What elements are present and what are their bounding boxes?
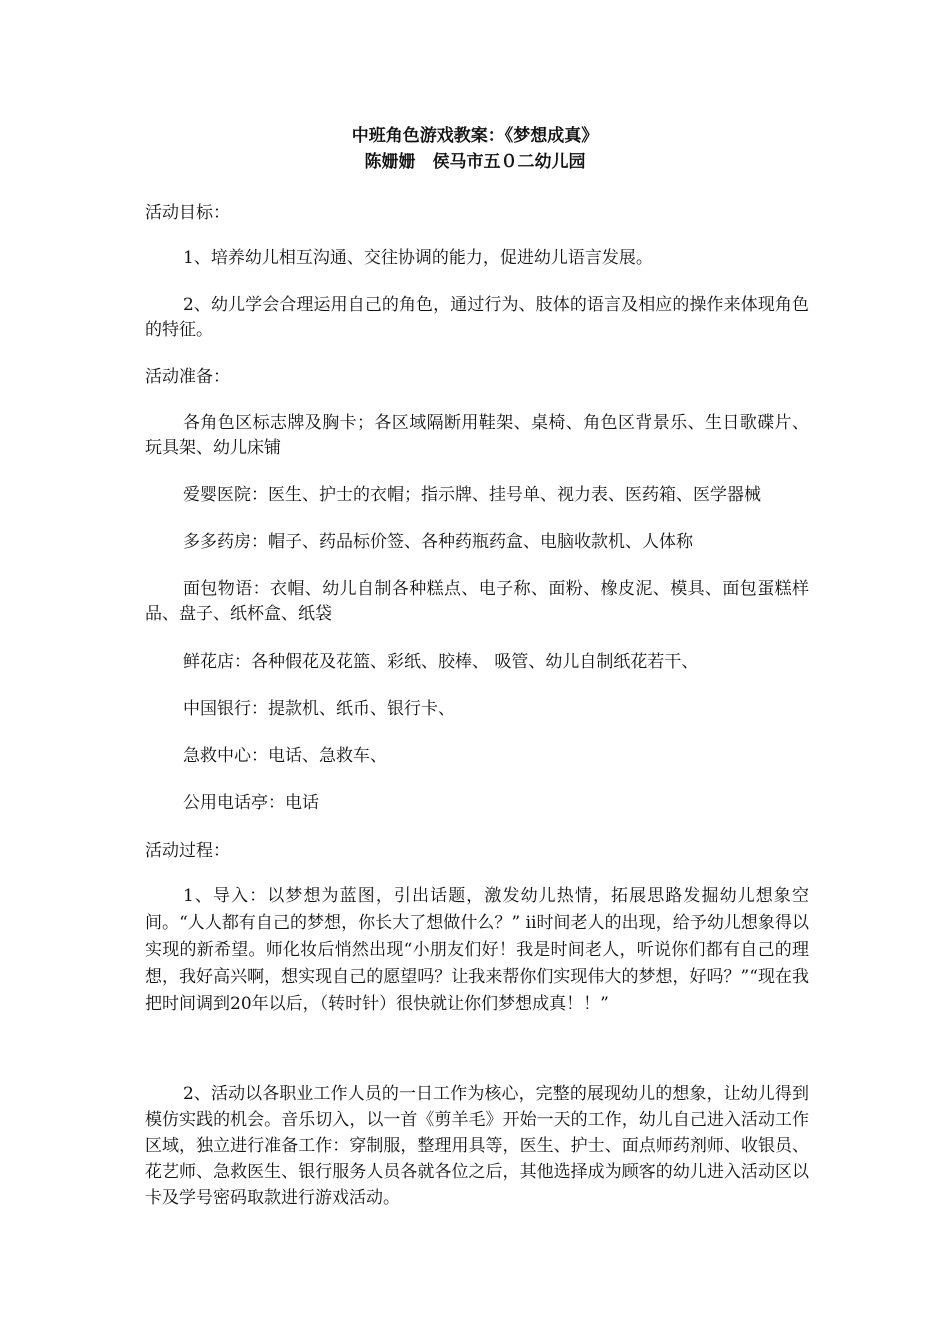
- goal-item: 2、幼儿学会合理运用自己的角色，通过行为、肢体的语言及相应的操作来体现角色的特征。: [145, 295, 809, 340]
- prep-item: 鲜花店：各种假花及花篮、彩纸、胶棒、 吸管、幼儿自制纸花若干、: [183, 652, 699, 672]
- process-item: 2、活动以各职业工作人员的一日工作为核心，完整的展现幼儿的想象，让幼儿得到模仿实践的机会。音乐切入，以一首《剪羊毛》开始一天的工作，幼儿自己进入活动工作区域，独立进行准备工作：穿制服，整理用具等，医生、护士、面点师药剂师、收银员、花艺师、急救医生、银行服务人员各就各位之后，其他选择成为顾客的幼儿进入活动区以卡及学号密码取款进行游戏活动。: [145, 1084, 809, 1208]
- prep-item: 中国银行：提款机、纸币、银行卡、: [183, 699, 455, 719]
- process-item: 1、导入：以梦想为蓝图，引出话题，激发幼儿热情，拓展思路发掘幼儿想象空间。“人人都有自己的梦想，你长大了想做什么？” ⅱ时间老人的出现，给予幼儿想象得以实现的新希望。师化妆后悄然出现“小朋友们好！我是时间老人，听说你们都有自己的理想，我好高兴啊，想实现自己的愿望吗？让我来帮你们实现伟大的梦想，好吗？”“现在我把时间调到20年以后，（转时针）很快就让你们梦想成真！！”: [145, 886, 809, 1014]
- prep-item: 各角色区标志牌及胸卡；各区域隔断用鞋架、桌椅、角色区背景乐、生日歌碟片、玩具架、幼儿床铺: [145, 413, 809, 458]
- prep-item: 爱婴医院：医生、护士的衣帽；指示牌、挂号单、视力表、医药箱、医学器械: [183, 485, 761, 505]
- goal-item: 1、培养幼儿相互沟通、交往协调的能力，促进幼儿语言发展。: [183, 248, 653, 268]
- prep-item: 急救中心：电话、急救车、: [183, 746, 387, 766]
- process-heading: 活动过程：: [145, 841, 230, 861]
- prep-item: 多多药房：帽子、药品标价签、各种药瓶药盒、电脑收款机、人体称: [183, 532, 693, 552]
- prep-heading: 活动准备：: [145, 367, 230, 387]
- prep-item: 公用电话亭：电话: [183, 793, 319, 813]
- document-title: 中班角色游戏教案：《梦想成真》: [351, 126, 599, 146]
- author-line: 陈姗姗 侯马市五０二幼儿园: [364, 152, 586, 172]
- goals-heading: 活动目标：: [145, 203, 230, 223]
- prep-item: 面包物语：衣帽、幼儿自制各种糕点、电子称、面粉、橡皮泥、模具、面包蛋糕样品、盘子、纸杯盒、纸袋: [145, 579, 809, 624]
